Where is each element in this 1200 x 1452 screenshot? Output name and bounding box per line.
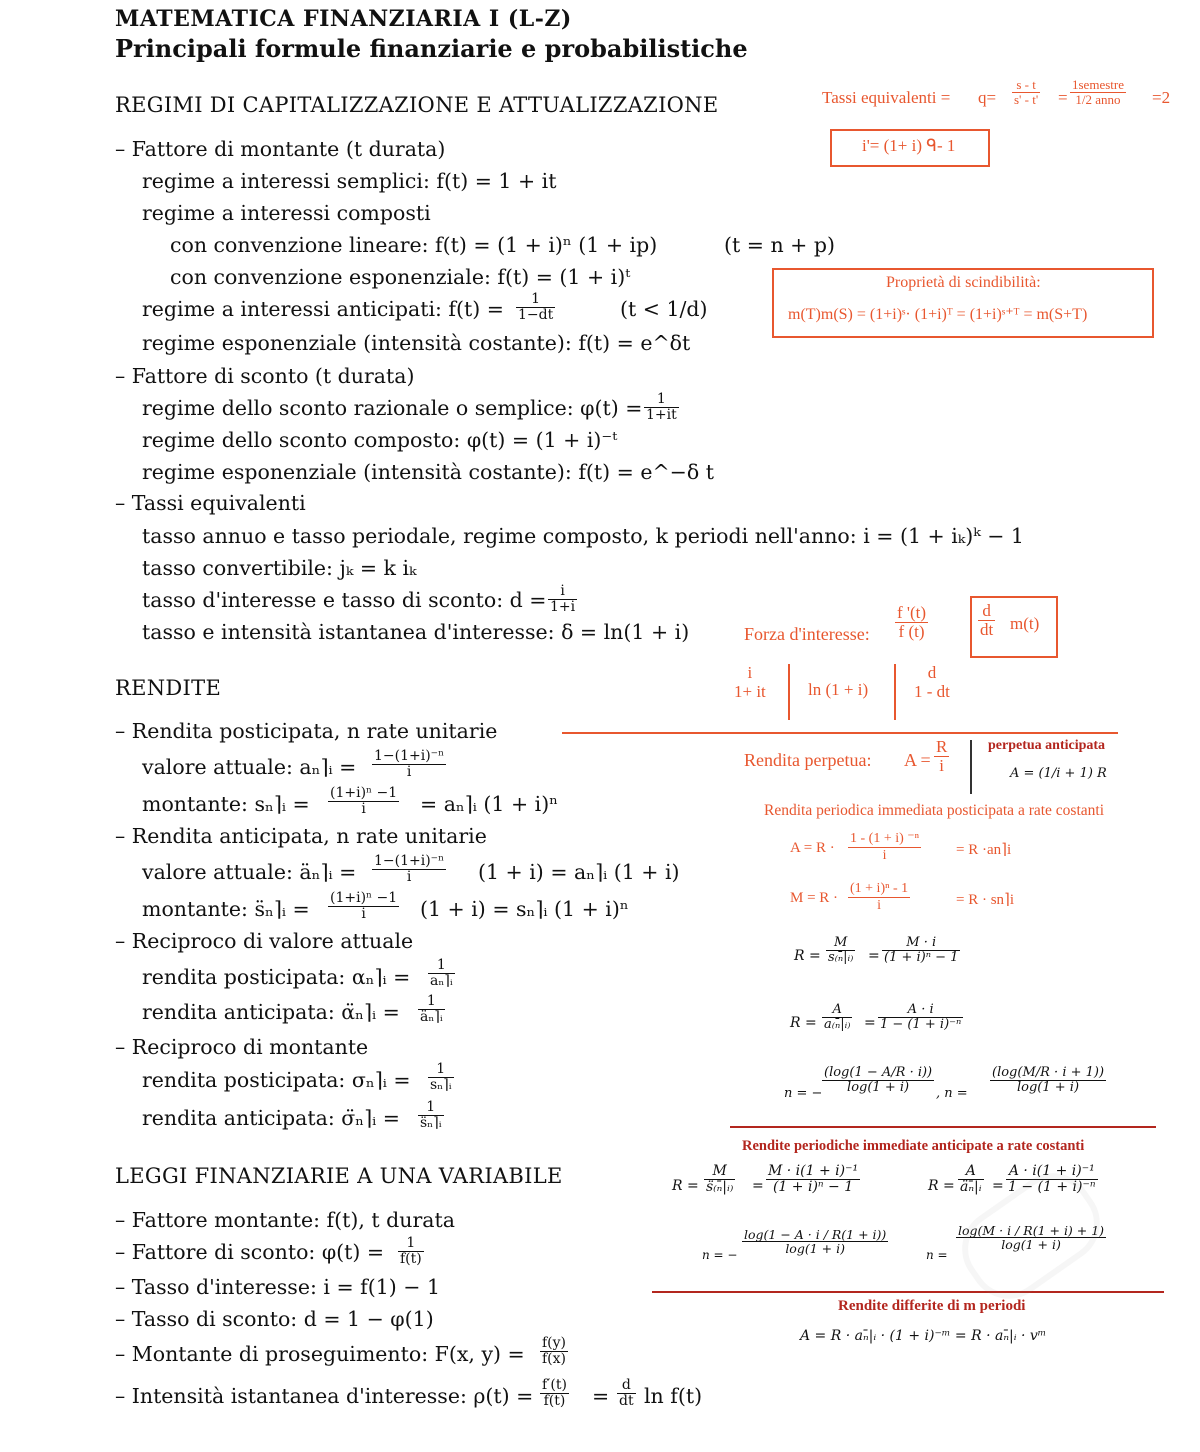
note-post-A: A = R ·: [790, 840, 835, 856]
regimi-line: – Tassi equivalenti: [115, 491, 306, 515]
regimi-line: tasso d'interesse e tasso di sconto: d =: [142, 588, 547, 612]
note-ant-R1-frac2: $\frac{\text{M · i(1 + i)⁻¹}}{\text{(1 + i)ⁿ − 1}}$: [768, 1163, 859, 1195]
mont-post-tail: = aₙ⌉ᵢ (1 + i)ⁿ: [420, 792, 559, 816]
rendite-line: montante: sₙ⌉ᵢ =: [142, 792, 310, 816]
regimi-line: tasso convertibile: jₖ = k iₖ: [142, 556, 417, 580]
note-n-post-1: n = −: [784, 1086, 823, 1101]
section-leggi: LEGGI FINANZIARIE A UNA VARIABILE: [115, 1164, 563, 1188]
note-ant-R2-frac2: $\frac{\text{A · i(1 + i)⁻¹}}{\text{1 − (1 + i)⁻ⁿ}}$: [1008, 1163, 1096, 1195]
note-post-M: M = R ·: [790, 890, 839, 906]
note-tassi-result: =2: [1152, 88, 1171, 107]
sigma-post-fraction: $\frac{1}{\text{sₙ⌉ᵢ}}$: [430, 1061, 452, 1093]
note-post-A-frac: $\frac{\text{1 - (1 + i) ⁻ⁿ}}{i}$: [850, 831, 920, 863]
leggi-sconto-fraction: $\frac{1}{f(t)}$: [400, 1235, 422, 1267]
regimi-line: regime dello sconto composto: φ(t) = (1 + i)⁻ᵗ: [142, 428, 618, 452]
leggi-line: – Montante di proseguimento: F(x, y) =: [115, 1342, 525, 1366]
note-tassi-label: Tassi equivalenti =: [822, 88, 951, 107]
section-regimi: REGIMI DI CAPITALIZZAZIONE E ATTUALIZZAZIONE: [115, 93, 719, 117]
forza-divider: [788, 664, 790, 720]
intens-fraction: $\frac{f'(t)}{f(t)}$: [542, 1377, 567, 1409]
note-periodica-ant: Rendite periodiche immediate anticipate a rate costanti: [742, 1138, 1085, 1154]
note-ant-n1: n = −: [702, 1248, 738, 1262]
intens-fraction-2: $\frac{d}{dt}$: [619, 1377, 634, 1409]
note-forza-c: d 1 - dt: [914, 663, 950, 701]
note-tassi-frac1: $\frac{s - t}{s' - t'}$: [1014, 77, 1039, 107]
regimi-line: regime a interessi anticipati: f(t) =: [142, 297, 504, 321]
note-R-M-frac1: $\frac{M}{\text{s₍ₙ̄|ᵢ₎}}$: [828, 935, 854, 965]
note-perp-A: A =: [904, 750, 931, 770]
separator-line: [652, 1291, 1164, 1293]
note-forza-label: Forza d'interesse:: [744, 624, 870, 644]
leggi-line: – Tasso d'interesse: i = f(1) − 1: [115, 1275, 441, 1299]
leggi-line: – Tasso di sconto: d = 1 − φ(1): [115, 1307, 434, 1331]
va-ant-tail: (1 + i) = aₙ⌉ᵢ (1 + i): [478, 860, 680, 884]
sconto-fraction: $\frac{i}{1+i}$: [550, 583, 576, 615]
note-periodica-post: Rendita periodica immediata posticipata a rate costanti: [764, 802, 1105, 819]
note-ant-n2: n =: [926, 1248, 948, 1262]
rendite-line: – Rendita anticipata, n rate unitarie: [115, 824, 487, 848]
note-R-A: R =: [790, 1015, 817, 1031]
regimi-line: regime a interessi semplici: f(t) = 1 + it: [142, 169, 557, 193]
note-tassi-eq: =: [1058, 88, 1068, 107]
prosegu-fraction: $\frac{f(y)}{f(x)}$: [542, 1335, 567, 1367]
note-perp-ant-title: perpetua anticipata: [988, 738, 1106, 753]
note-differite-formula: A = R · aₙ̄|ᵢ · (1 + i)⁻ᵐ = R · aₙ̄|ᵢ · vᵐ: [800, 1328, 1047, 1344]
regimi-line: regime esponenziale (intensità costante): f(t) = e^−δ t: [142, 460, 714, 484]
section-rendite: RENDITE: [115, 676, 222, 700]
regimi-line: – Fattore di montante (t durata): [115, 137, 446, 161]
intens-end: ln f(t): [644, 1384, 703, 1408]
razionale-fraction: $\frac{1}{1+it}$: [646, 391, 677, 423]
rendite-line: rendita anticipata: α̈ₙ⌉ᵢ =: [142, 1000, 400, 1024]
note-R-M-frac2: $\frac{M \cdot i}{\text{(1 + i)ⁿ − 1}}$: [884, 935, 959, 965]
intens-eq: =: [592, 1384, 610, 1408]
anticipati-fraction: $\frac{1}{1-dt}$: [518, 291, 554, 323]
note-ant-R1-frac1: $\frac{M}{\text{s̈₍ₙ̄|ᵢ₎}}$: [706, 1163, 734, 1195]
page-title: Principali formule finanziarie e probabilistiche: [115, 34, 748, 63]
note-ant-R2-frac1: $\frac{A}{\text{äₙ̄|ᵢ}}$: [960, 1163, 982, 1195]
regimi-line: tasso e intensità istantanea d'interesse: δ = ln(1 + i): [142, 620, 690, 644]
note-R-A-frac2: $\frac{A \cdot i}{\text{1 − (1 + i)⁻ⁿ}}$: [880, 1002, 962, 1032]
rendite-line: – Rendita posticipata, n rate unitarie: [115, 719, 498, 743]
note-forza-box-tail: m(t): [1010, 614, 1040, 633]
alpha-post-fraction: $\frac{1}{\text{aₙ⌉ᵢ}}$: [430, 957, 453, 989]
note-n-post-1-frac: $\frac{(\log(1 - A/R \cdot i))}{\log(1 + i)}$: [824, 1065, 933, 1095]
va-post-fraction: $\frac{\text{1−(1+i)⁻ⁿ}}{i}$: [374, 748, 445, 780]
note-post-M-frac: $\frac{\text{(1 + i)ⁿ - 1}}{i}$: [850, 881, 909, 913]
note-perp-label: Rendita perpetua:: [744, 750, 872, 770]
regimi-line: – Fattore di sconto (t durata): [115, 364, 415, 388]
note-forza-box-frac: $\frac{d}{dt}$: [980, 601, 994, 639]
va-ant-fraction: $\frac{\text{1−(1+i)⁻ⁿ}}{i}$: [374, 853, 445, 885]
note-R-M: R =: [794, 948, 821, 964]
sigma-ant-fraction: $\frac{1}{\text{s̈ₙ⌉ᵢ}}$: [420, 1099, 442, 1131]
rendite-line: – Reciproco di valore attuale: [115, 929, 414, 953]
anticipati-condition: (t < 1/d): [620, 297, 708, 321]
note-forza-frac: $\frac{f '(t)}{f (t)}$: [897, 603, 927, 641]
note-ant-R1: R =: [672, 1178, 699, 1194]
forza-divider: [894, 664, 896, 720]
note-R-A-eq: =: [864, 1015, 876, 1031]
note-forza-a: i 1+ it: [734, 663, 766, 701]
rendite-line: montante: s̈ₙ⌉ᵢ =: [142, 897, 310, 921]
note-ant-n2-frac: $\frac{\log(M \cdot i / R(1 + i) + 1)}{\log(1 + i)}$: [958, 1223, 1105, 1253]
note-perp-ant-formula: A = (1/i + 1) R: [1010, 766, 1107, 781]
note-R-M-eq: =: [868, 948, 880, 964]
note-scind-title: Proprietà di scindibilità:: [886, 274, 1041, 291]
regimi-line: con convenzione lineare: f(t) = (1 + i)ⁿ (1 + ip): [170, 233, 658, 257]
rendite-line: – Reciproco di montante: [115, 1035, 369, 1059]
regimi-line: regime a interessi composti: [142, 201, 431, 225]
note-differite-title: Rendite differite di m periodi: [838, 1298, 1026, 1314]
alpha-ant-fraction: $\frac{1}{\text{äₙ⌉ᵢ}}$: [420, 993, 443, 1025]
note-forza-b: ln (1 + i): [808, 680, 869, 699]
rendite-line: valore attuale: aₙ⌉ᵢ =: [142, 755, 357, 779]
perp-divider: [970, 740, 972, 794]
rendite-line: rendita anticipata: σ̈ₙ⌉ᵢ =: [142, 1106, 400, 1130]
leggi-line: – Fattore di sconto: φ(t) =: [115, 1240, 385, 1264]
rendite-line: valore attuale: äₙ⌉ᵢ =: [142, 860, 357, 884]
note-tassi-q: q=: [978, 88, 997, 107]
note-n-post-2: , n =: [936, 1086, 968, 1101]
note-post-M-tail: = R · sn⌉i: [956, 892, 1015, 908]
note-scind-formula: m(T)m(S) = (1+i)ˢ· (1+i)ᵀ = (1+i)ˢ⁺ᵀ = m(S+T): [788, 306, 1088, 323]
mont-post-fraction: $\frac{\text{(1+i)ⁿ −1}}{i}$: [330, 785, 398, 817]
course-title: MATEMATICA FINANZIARIA I (L-Z): [115, 6, 572, 32]
note-n-post-2-frac: $\frac{(\log(M/R \cdot i + 1))}{\log(1 + i)}$: [992, 1065, 1105, 1095]
note-post-A-tail: = R ·an⌉i: [956, 842, 1012, 858]
rendite-line: rendita posticipata: αₙ⌉ᵢ =: [142, 965, 411, 989]
note-R-A-frac1: $\frac{A}{\text{a₍ₙ̄|ᵢ₎}}$: [824, 1002, 851, 1032]
mont-ant-fraction: $\frac{\text{(1+i)ⁿ −1}}{i}$: [330, 890, 398, 922]
separator-line: [562, 732, 1118, 734]
leggi-line: – Intensità istantanea d'interesse: ρ(t) =: [115, 1384, 534, 1408]
note-perp-frac: $\frac{R}{i}$: [936, 737, 948, 775]
note-ant-R2: R =: [928, 1178, 955, 1194]
note-tassi-frac2: $\frac{\text{1semestre}}{\text{1/2 anno}}$: [1072, 77, 1124, 107]
note-ant-R2-eq: =: [992, 1178, 1004, 1194]
regimi-line: regime dello sconto razionale o semplice: φ(t) =: [142, 396, 643, 420]
mont-ant-tail: (1 + i) = sₙ⌉ᵢ (1 + i)ⁿ: [420, 897, 629, 921]
regimi-line: regime esponenziale (intensità costante): f(t) = e^δt: [142, 331, 691, 355]
leggi-line: – Fattore montante: f(t), t durata: [115, 1208, 455, 1232]
regimi-line: tasso annuo e tasso periodale, regime composto, k periodi nell'anno: i = (1 + iₖ)ᵏ − 1: [142, 524, 1024, 548]
lineare-note: (t = n + p): [724, 233, 835, 257]
rendite-line: rendita posticipata: σₙ⌉ᵢ =: [142, 1068, 411, 1092]
note-tassi-box: i'= (1+ i) ᑫ- 1: [862, 136, 956, 155]
separator-line: [730, 1126, 1156, 1128]
regimi-line: con convenzione esponenziale: f(t) = (1 + i)ᵗ: [170, 265, 631, 289]
note-ant-R1-eq: =: [752, 1178, 764, 1194]
note-ant-n1-frac: $\frac{\log(1 - A \cdot i / R(1 + i))}{\log(1 + i)}$: [744, 1227, 887, 1257]
